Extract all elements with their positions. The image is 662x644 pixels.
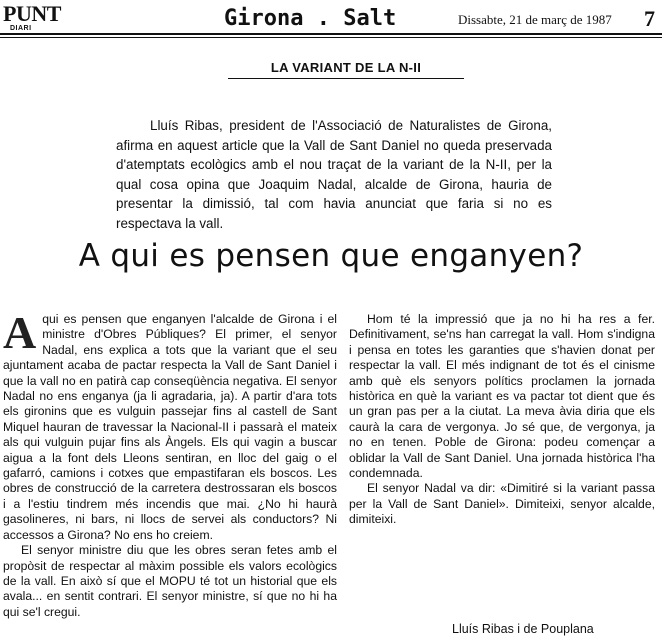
author-signature: Lluís Ribas i de Pouplana — [452, 622, 594, 636]
article-column-right — [349, 312, 655, 528]
lede-paragraph: Lluís Ribas, president de l'Associació de Naturalistes de Girona, afirma en aquest article que la Vall de Sant Daniel no queda preservada d'atemptats ecològics amb el nou traçat de la variant de la N-II, per la qual cosa opina que Joaquim Nadal, alcalde de Girona, hauria de presentar la dimissió, tal com havia anunciat que faria si no es respectava la vall. — [116, 118, 552, 231]
issue-date: Dissabte, 21 de març de 1987 — [458, 12, 612, 27]
newspaper-logo: PUNT — [3, 1, 61, 26]
article-paragraph: El senyor Nadal va dir: «Dimitiré si la variant passa per la Vall de Sant Daniel». Dimiteixi, senyor alcalde, dimiteixi. — [349, 481, 655, 527]
masthead-rule — [0, 33, 662, 35]
masthead-rule-thin — [0, 37, 662, 38]
article-lede — [116, 116, 552, 233]
newspaper-logo-subtitle: DIARI — [10, 25, 32, 32]
article-kicker: LA VARIANT DE LA N-II — [270, 60, 422, 75]
section-title: Girona . Salt — [224, 6, 397, 31]
article-paragraph: Hom té la impressió que ja no hi ha res a fer. Definitivament, se'ns han carregat la vall. Hom s'indigna i pensa en totes les garanties que s'havien donat per respectar la vall. El més indignant de tot és el cinisme amb què els senyors polítics proclamen la jornada històrica en què la variant es va pactar tot dient que és un gran pas per a la ciutat. La meva àvia diria que els caurà la cara de vergonya. Jo sé que, de vergonya, ja no en tenen. Poble de Girona: podeu començar a oblidar la Vall de Sant Daniel. Una jornada històrica l'ha condemnada. — [349, 312, 655, 481]
article-column-left — [3, 307, 337, 620]
page-number: 7 — [644, 6, 655, 31]
article-paragraph: Aqui es pensen que enganyen l'alcalde de Girona i el ministre d'Obres Públiques? El primer, el senyor Nadal, ens explica a tots que la variant que el seu ajuntament acaba de pactar respecta la Vall de Sant Daniel i que la vall no en patirà cap conseqüència negativa. El senyor Nadal no ens enganya (ja li agradaria, ja). A partir d'ara tots els gironins que es vulguin passejar fins al castell de Sant Miquel hauran de travessar la Nacional-II i passarà el mateix als qui vulguin pujar fins als Àngels. Els qui vagin a buscar aigua a la font dels Lleons sentiran, en lloc del gaig o el gafarró, camions i cotxes que empastifaran els boscos. Les obres de construcció de la carretera destrossaran els boscos i a l'estiu tindrem més incendis que mai. ¿No hi haurà gasolineres, ni bars, ni llocs de servei als conductors? Ni accessos a Girona? No ens ho creiem. — [3, 307, 337, 542]
article-paragraph: El senyor ministre diu que les obres seran fetes amb el propòsit de respectar al màxim possible els valors ecològics de la vall. En això sí que el MOPU té tot un historial que els avala... en sentit contrari. El senyor ministre, sí que no hi ha qui se'l cregui. — [3, 543, 337, 619]
drop-cap: A — [3, 307, 37, 358]
article-headline: A qui es pensen que enganyen? — [78, 238, 584, 274]
kicker-underline — [228, 78, 464, 79]
masthead — [0, 0, 662, 40]
